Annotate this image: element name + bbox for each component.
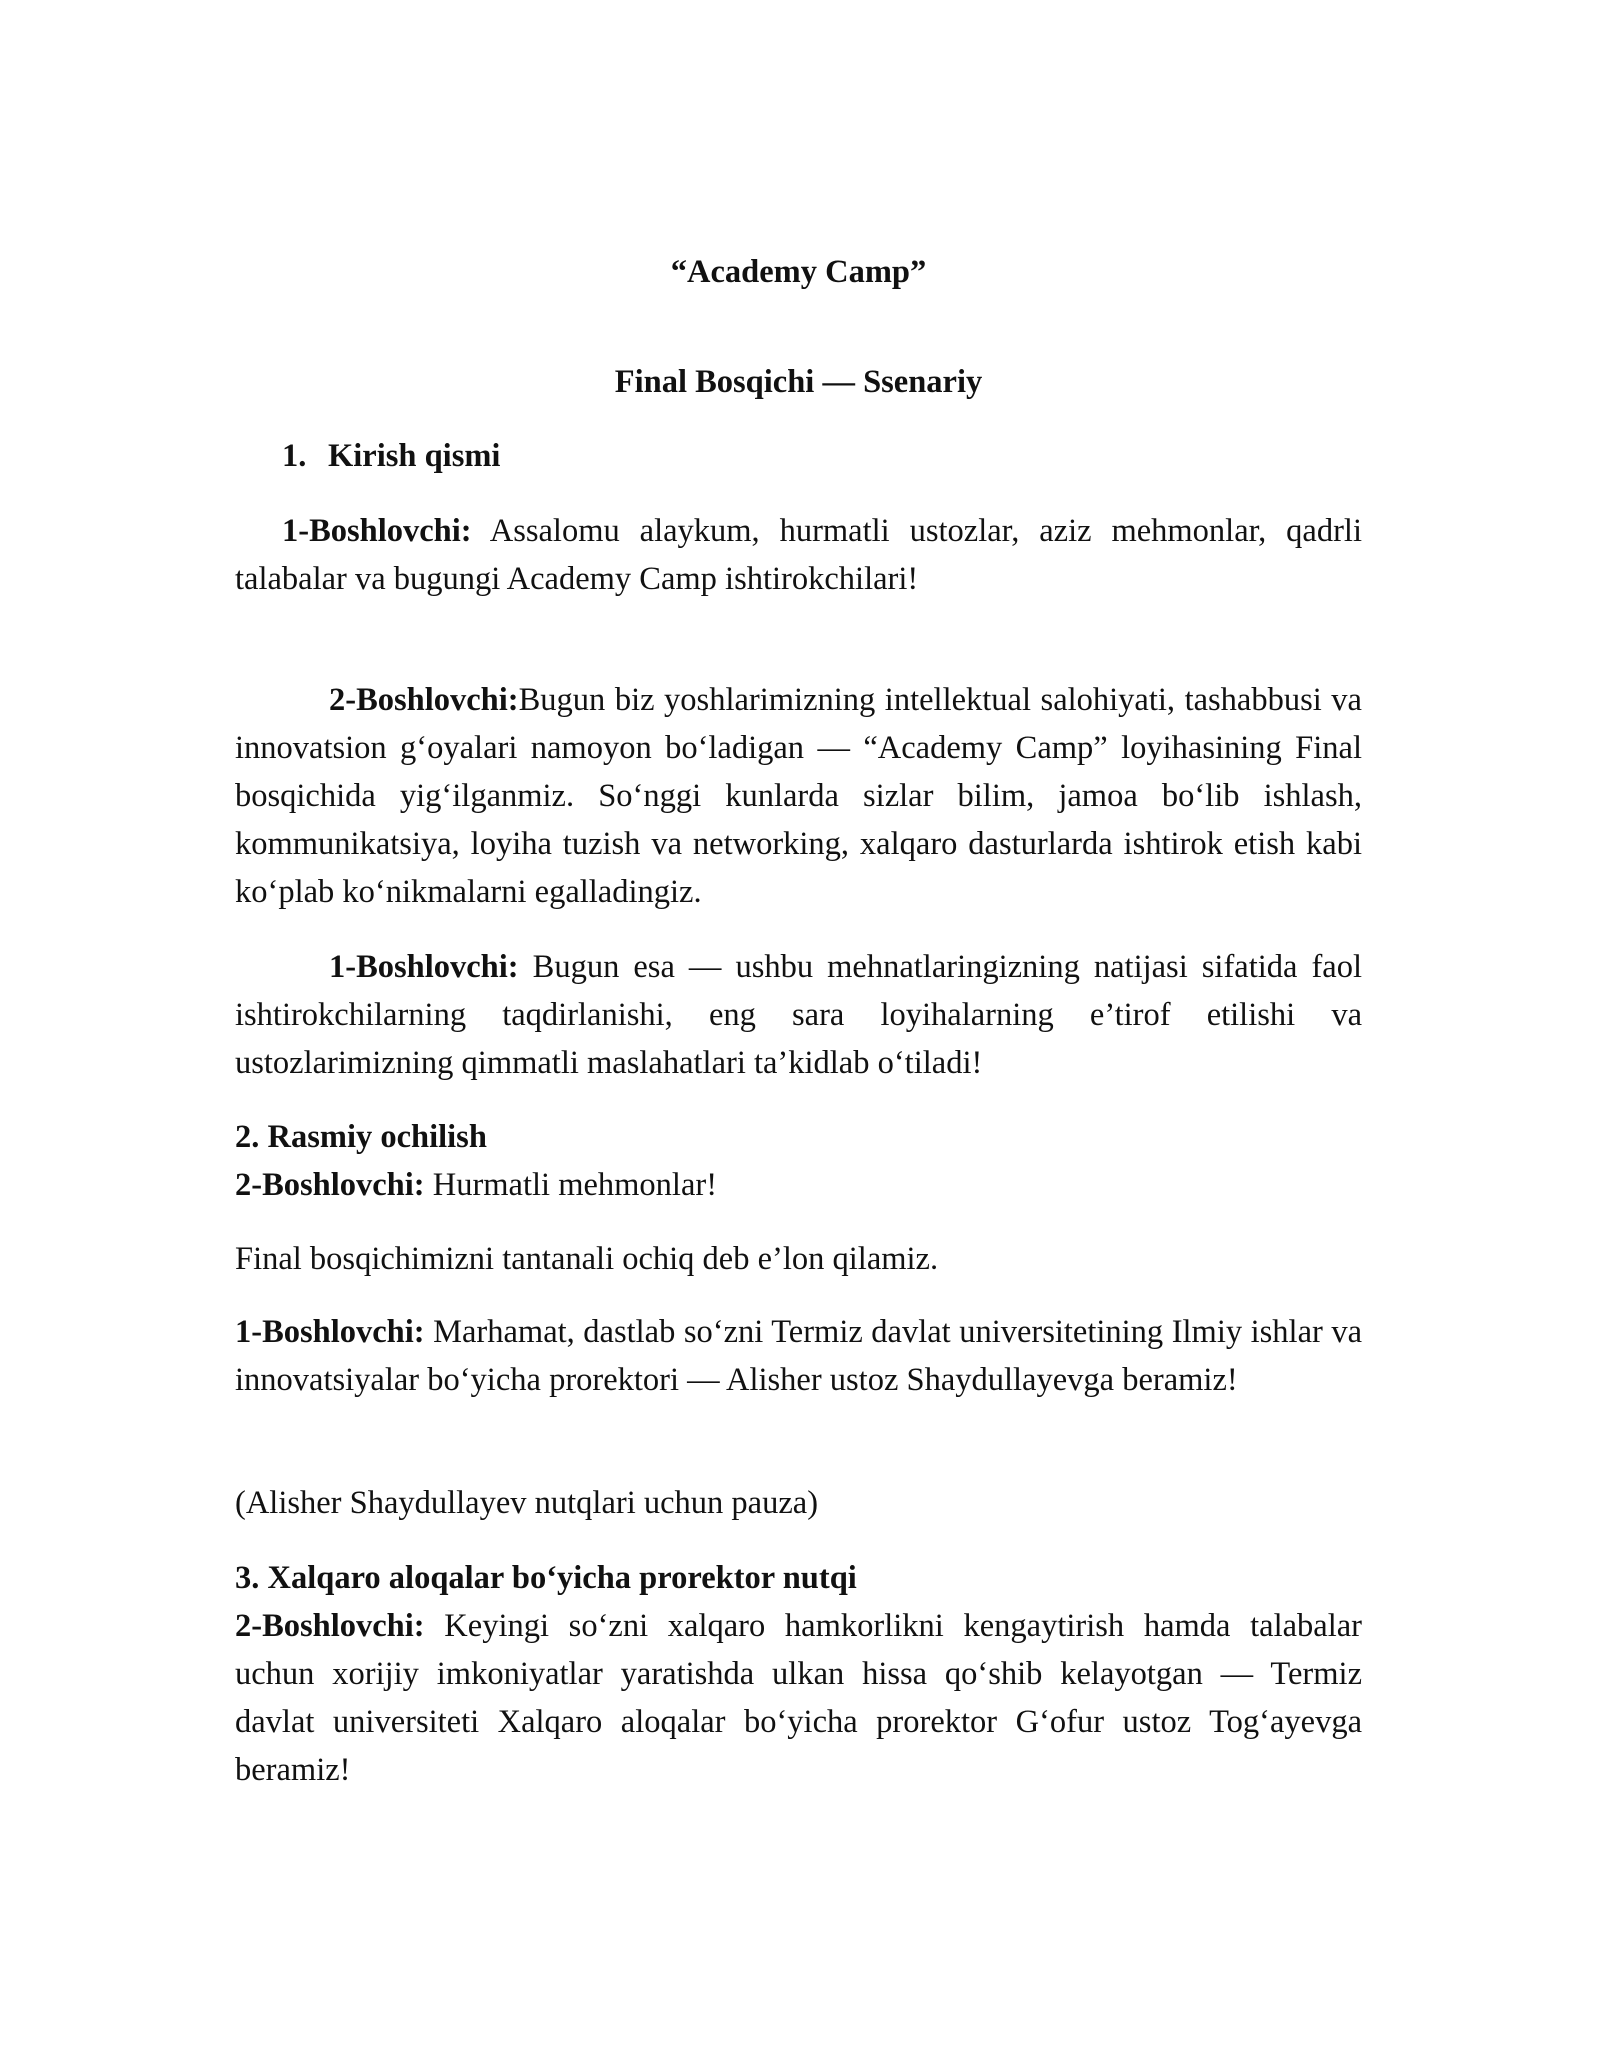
section-2-heading: 2. Rasmiy ochilish — [235, 1119, 487, 1155]
paragraph-text: Marhamat, dastlab so‘zni Termiz davlat universitetining Ilmiy ishlar va innovatsiyalar bo‘yicha prorektori — Alisher ustoz Shaydullayevga beramiz! — [235, 1314, 1362, 1398]
document-subtitle: Final Bosqichi — Ssenariy — [614, 364, 983, 400]
section-3-paragraph-1 — [235, 1602, 1362, 1794]
section-1-paragraph-3 — [235, 943, 1362, 1087]
document-title: “Academy Camp” — [670, 254, 927, 290]
paragraph-text: Keyingi so‘zni xalqaro hamkorlikni kengaytirish hamda talabalar uchun xorijiy imkoniyatlar yaratishda ulkan hissa qo‘shib kelayotgan — Termiz davlat universiteti Xalqaro aloqalar bo‘yicha prorektor G‘ofur ustoz Tog‘ayevga beramiz! — [235, 1608, 1362, 1788]
document-page — [235, 0, 1362, 2070]
section-1-paragraph-2 — [235, 676, 1362, 916]
section-3-heading: 3. Xalqaro aloqalar bo‘yicha prorektor nutqi — [235, 1560, 857, 1596]
speaker-label: 1-Boshlovchi: — [235, 1314, 425, 1350]
section-1-heading — [282, 432, 500, 480]
speaker-label: 1-Boshlovchi: — [282, 513, 472, 549]
section-2-paragraph-4: (Alisher Shaydullayev nutqlari uchun pauza) — [235, 1485, 819, 1521]
paragraph-text: Hurmatli mehmonlar! — [424, 1167, 718, 1203]
section-2-paragraph-1 — [235, 1161, 1362, 1209]
speaker-label: 2-Boshlovchi: — [329, 682, 519, 718]
section-2-paragraph-3 — [235, 1308, 1362, 1404]
speaker-label: 1-Boshlovchi: — [329, 949, 519, 985]
section-2-paragraph-2: Final bosqichimizni tantanali ochiq deb e’lon qilamiz. — [235, 1241, 939, 1277]
paragraph-text: Bugun esa — ushbu mehnatlaringizning natijasi sifatida faol ishtirokchilarning taqdirlanishi, eng sara loyihalarning e’tirof etilishi va ustozlarimizning qimmatli maslahatlari ta’kidlab o‘tiladi! — [235, 949, 1362, 1081]
section-1-paragraph-1 — [235, 507, 1362, 603]
speaker-label: 2-Boshlovchi: — [235, 1167, 425, 1203]
paragraph-text: Assalomu alaykum, hurmatli ustozlar, aziz mehmonlar, qadrli talabalar va bugungi Academy Camp ishtirokchilari! — [235, 513, 1362, 597]
section-1-heading-text: Kirish qismi — [328, 438, 501, 474]
section-1-number: 1. — [282, 438, 307, 474]
paragraph-text: Bugun biz yoshlarimizning intellektual salohiyati, tashabbusi va innovatsion g‘oyalari namoyon bo‘ladigan — “Academy Camp” loyihasining Final bosqichida yig‘ilganmiz. So‘nggi kunlarda sizlar bilim, jamoa bo‘lib ishlash, kommunikatsiya, loyiha tuzish va networking, xalqaro dasturlarda ishtirok etish kabi ko‘plab ko‘nikmalarni egalladingiz. — [235, 682, 1362, 910]
speaker-label: 2-Boshlovchi: — [235, 1608, 425, 1644]
